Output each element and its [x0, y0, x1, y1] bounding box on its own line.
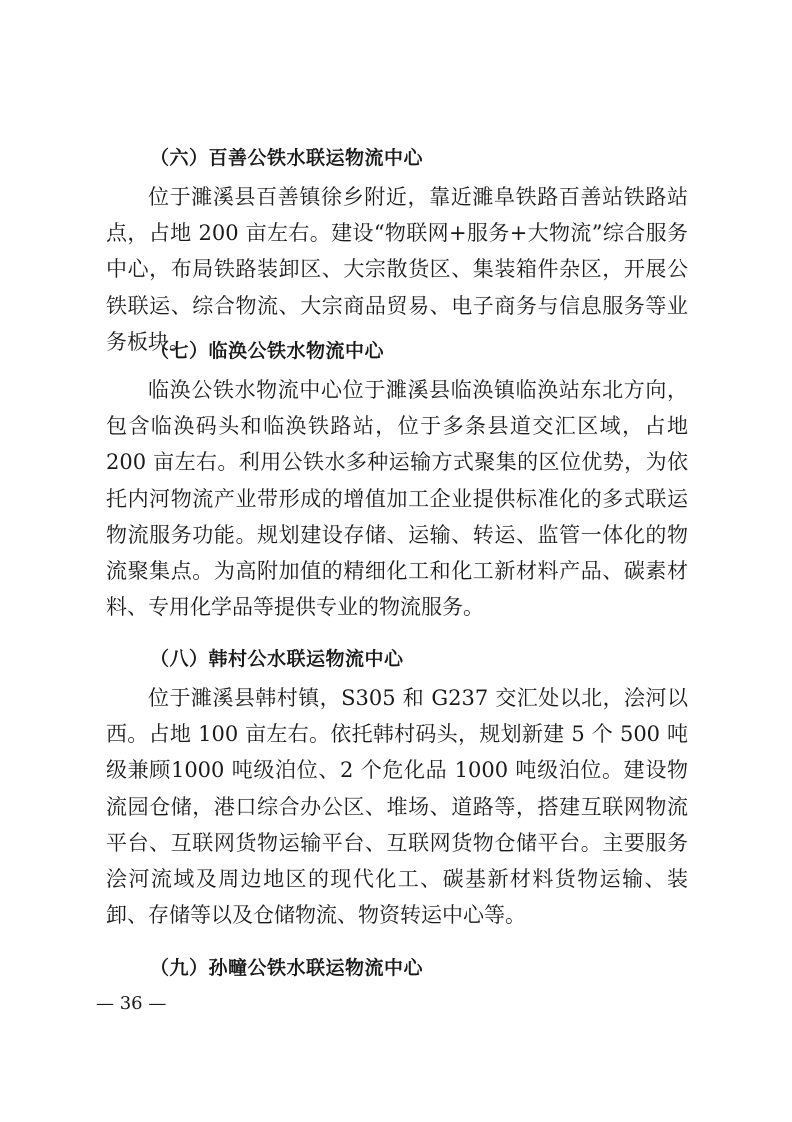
- section-body-6: 位于濉溪县百善镇徐乡附近，靠近濉阜铁路百善站铁路站点，占地 200 亩左右。建设“物联网+服务+大物流”综合服务中心，布局铁路装卸区、大宗散货区、集装箱件杂区，开展公铁联运、综合物流、大宗商品贸易、电子商务与信息服务等业务板块。: [106, 185, 688, 354]
- section-heading-9: （九）孙疃公铁水联运物流中心: [150, 957, 424, 979]
- section-body-8: 位于濉溪县韩村镇，S305 和 G237 交汇处以北，浍河以西。占地 100 亩左右。依托韩村码头，规划新建 5 个 500 吨级兼顾1000 吨级泊位、2 个危化品 1000 吨级泊位。建设物流园仓储，港口综合办公区、堆场、道路等，搭建互联网物流平台、互联网货物运输平台、互联网货物仓储平台。主要服务浍河流域及周边地区的现代化工、碳基新材料货物运输、装卸、存储等以及仓储物流、物资转运中心等。: [106, 686, 688, 928]
- section-heading-6: （六）百善公铁水联运物流中心: [150, 147, 424, 169]
- page-number: — 36 —: [96, 993, 167, 1014]
- section-heading-7: （七）临涣公铁水物流中心: [150, 340, 385, 362]
- section-body-7: 临涣公铁水物流中心位于濉溪县临涣镇临涣站东北方向，包含临涣码头和临涣铁路站，位于多条县道交汇区域，占地 200 亩左右。利用公铁水多种运输方式聚集的区位优势，为依托内河物流产业带形成的增值加工企业提供标准化的多式联运物流服务功能。规划建设存储、运输、转运、监管一体化的物流聚集点。为高附加值的精细化工和化工新材料产品、碳素材料、专用化学品等提供专业的物流服务。: [106, 378, 688, 620]
- section-heading-8: （八）韩村公水联运物流中心: [150, 648, 404, 670]
